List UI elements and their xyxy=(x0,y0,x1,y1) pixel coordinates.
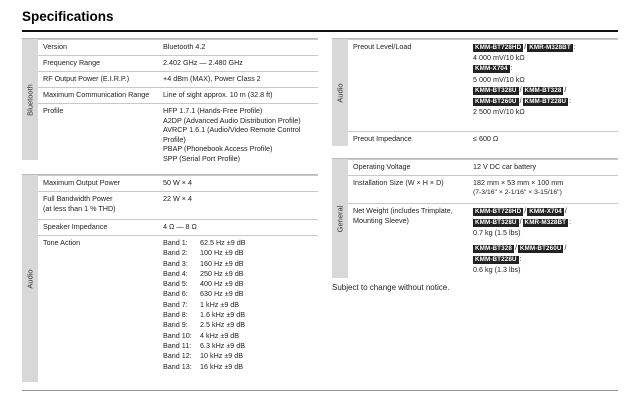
band-name: Band 3: xyxy=(163,258,188,268)
spec-row xyxy=(348,203,618,279)
band-row xyxy=(163,341,246,351)
spec-label xyxy=(353,206,453,225)
section-label: General xyxy=(335,205,345,232)
model-tag: KMM-BT328 xyxy=(475,244,512,252)
band-name: Band 9: xyxy=(163,320,188,330)
band-list xyxy=(163,238,246,372)
section-tab xyxy=(332,159,348,278)
spec-row xyxy=(38,87,318,103)
model-tag: KMM-BT328U xyxy=(475,219,517,227)
model-tag: KMM-BT328U xyxy=(475,86,517,94)
preout-value: 2 500 mV/10 kΩ xyxy=(473,107,525,117)
spec-row xyxy=(38,219,318,235)
band-name: Band 5: xyxy=(163,279,188,289)
section-label: Bluetooth xyxy=(25,83,35,116)
band-name: Band 2: xyxy=(163,248,188,258)
preout-value: 4 000 mV/10 kΩ xyxy=(473,53,525,63)
model-tag: KMM-BT260U xyxy=(475,98,517,106)
section-tab xyxy=(332,39,348,146)
bottom-rule xyxy=(22,390,618,391)
model-tag: KMM-X704 xyxy=(475,65,508,73)
band-value: 100 Hz ±9 dB xyxy=(200,248,244,258)
spec-label: RF Output Power (E.I.R.P.) xyxy=(43,74,130,83)
spec-row xyxy=(38,175,318,191)
section-label: Audio xyxy=(335,82,345,103)
page-title: Specifications xyxy=(22,9,114,24)
spec-label: Maximum Communication Range xyxy=(43,90,150,99)
spec-label: Installation Size (W × H × D) xyxy=(353,178,444,187)
band-value: 160 Hz ±9 dB xyxy=(200,258,244,268)
spec-value: KMM-BT728HD / KMM-X704 / KMM-BT328U / KMR-M328BT : 0.7 kg (1.5 lbs) KMM-BT328 / KMM-BT260U / KMM-BT228U : 0.6 kg (1.3 lbs) xyxy=(473,208,572,275)
band-name: Band 6: xyxy=(163,289,188,299)
title-rule xyxy=(22,30,618,32)
spec-value: +4 dBm (MAX), Power Class 2 xyxy=(163,74,261,83)
model-tag: KMR-M328BT xyxy=(524,219,567,227)
profile-item: HFP 1.7.1 (Hands-Free Profile) xyxy=(163,106,263,115)
profile-item: A2DP (Advanced Audio Distribution Profile) xyxy=(163,115,301,125)
label-line: (at less than 1 % THD) xyxy=(43,203,116,213)
band-value: 2.5 kHz ±9 dB xyxy=(200,320,246,330)
band-value: 62.5 Hz ±9 dB xyxy=(200,238,246,247)
spec-value: Bluetooth 4.2 xyxy=(163,42,206,51)
profile-item: PBAP (Phonebook Access Profile) xyxy=(163,144,273,154)
preout-value: 5 000 mV/10 kΩ xyxy=(473,74,525,84)
spec-row xyxy=(348,159,618,175)
spec-value: ≤ 600 Ω xyxy=(473,134,499,143)
footnote: Subject to change without notice. xyxy=(332,283,450,292)
spec-value: Line of sight approx. 10 m (32.8 ft) xyxy=(163,90,273,99)
band-value: 1 kHz ±9 dB xyxy=(200,299,240,309)
band-value: 250 Hz ±9 dB xyxy=(200,268,244,278)
spec-label: Version xyxy=(43,42,67,51)
band-row xyxy=(163,289,246,299)
band-value: 4 kHz ±9 dB xyxy=(200,330,240,340)
band-row xyxy=(163,320,246,330)
model-tag: KMR-M328BT xyxy=(529,44,571,51)
spec-label: Speaker Impedance xyxy=(43,222,108,231)
model-tag: KMM-BT728HD xyxy=(475,208,522,215)
spec-row xyxy=(38,55,318,71)
bluetooth-section xyxy=(22,38,318,163)
band-row xyxy=(163,331,246,341)
spec-row xyxy=(38,235,318,383)
spec-label: Maximum Output Power xyxy=(43,178,121,187)
spec-row xyxy=(348,175,618,203)
spec-value xyxy=(473,178,563,197)
band-row xyxy=(163,351,246,361)
section-label: Audio xyxy=(25,268,35,289)
spec-value: 4 Ω — 8 Ω xyxy=(163,222,197,231)
band-value: 16 kHz ±9 dB xyxy=(200,361,244,371)
spec-value: KMM-BT728HD / KMR-M328BT : 4 000 mV/10 kΩ KMM-X704 : 5 000 mV/10 kΩ KMM-BT328U / KMM-BT328 / KMM-BT260U / KMM-BT228U : 2 500 mV/10 kΩ xyxy=(473,44,576,117)
band-row xyxy=(163,300,246,310)
band-row xyxy=(163,259,246,269)
spec-label: Tone Action xyxy=(43,238,81,247)
spec-value: 22 W × 4 xyxy=(163,194,192,203)
size-line: 182 mm × 53 mm × 100 mm xyxy=(473,178,564,187)
audio-section xyxy=(22,174,318,382)
band-row xyxy=(163,279,246,289)
spec-row xyxy=(38,71,318,87)
profile-item: AVRCP 1.6.1 (Audio/Video Remote Control Profile) xyxy=(163,125,301,144)
band-name: Band 4: xyxy=(163,268,188,278)
general-section xyxy=(332,158,618,278)
size-line: (7-3/16" × 2-1/16" × 3-15/16") xyxy=(473,188,562,196)
band-row xyxy=(163,269,246,279)
spec-value: 2.402 GHz — 2.480 GHz xyxy=(163,58,243,67)
section-tab xyxy=(22,175,38,382)
model-tag: KMM-BT728HD xyxy=(475,44,522,51)
band-row xyxy=(163,248,246,258)
band-value: 1.6 kHz ±9 dB xyxy=(200,310,246,320)
weight-value: 0.7 kg (1.5 lbs) xyxy=(473,228,521,238)
profile-list xyxy=(163,106,318,164)
band-name: Band 8: xyxy=(163,310,188,320)
model-tag: KMM-X704 xyxy=(529,208,562,215)
band-value: 10 kHz ±9 dB xyxy=(200,351,244,361)
band-name: Band 10: xyxy=(163,330,192,340)
profile-item: SPP (Serial Port Profile) xyxy=(163,153,240,163)
model-tag: KMM-BT228U xyxy=(524,98,567,106)
spec-label: Frequency Range xyxy=(43,58,101,67)
band-row xyxy=(163,310,246,320)
preout-section xyxy=(332,38,618,146)
model-tag: KMM-BT260U xyxy=(519,244,562,252)
spec-label: Preout Level/Load xyxy=(353,42,412,51)
spec-row xyxy=(38,103,318,161)
spec-row xyxy=(38,191,318,219)
spec-label: Profile xyxy=(43,106,64,115)
spec-value: 50 W × 4 xyxy=(163,178,192,187)
band-name: Band 12: xyxy=(163,351,192,361)
band-value: 6.3 kHz ±9 dB xyxy=(200,340,246,350)
band-row xyxy=(163,238,246,248)
band-name: Band 7: xyxy=(163,299,188,309)
spec-label: Preout Impedance xyxy=(353,134,412,143)
band-value: 630 Hz ±9 dB xyxy=(200,289,244,299)
weight-value: 0.6 kg (1.3 lbs) xyxy=(473,265,521,275)
spec-row xyxy=(348,131,618,147)
model-tag: KMM-BT328 xyxy=(524,86,562,94)
label-line: Full Bandwidth Power xyxy=(43,194,113,203)
model-tag: KMM-BT228U xyxy=(475,255,517,263)
band-value: 400 Hz ±9 dB xyxy=(200,279,244,289)
label-line: Mounting Sleeve) xyxy=(353,215,409,225)
band-name: Band 1: xyxy=(163,238,188,247)
band-name: Band 11: xyxy=(163,340,192,350)
spec-row xyxy=(38,39,318,55)
section-tab xyxy=(22,39,38,160)
spec-row xyxy=(348,39,618,131)
band-name: Band 13: xyxy=(163,361,192,371)
spec-label: Operating Voltage xyxy=(353,162,411,171)
spec-value: 12 V DC car battery xyxy=(473,162,537,171)
band-row xyxy=(163,362,246,372)
label-line: Net Weight (includes Trimplate, xyxy=(353,206,453,215)
spec-label xyxy=(43,194,116,213)
